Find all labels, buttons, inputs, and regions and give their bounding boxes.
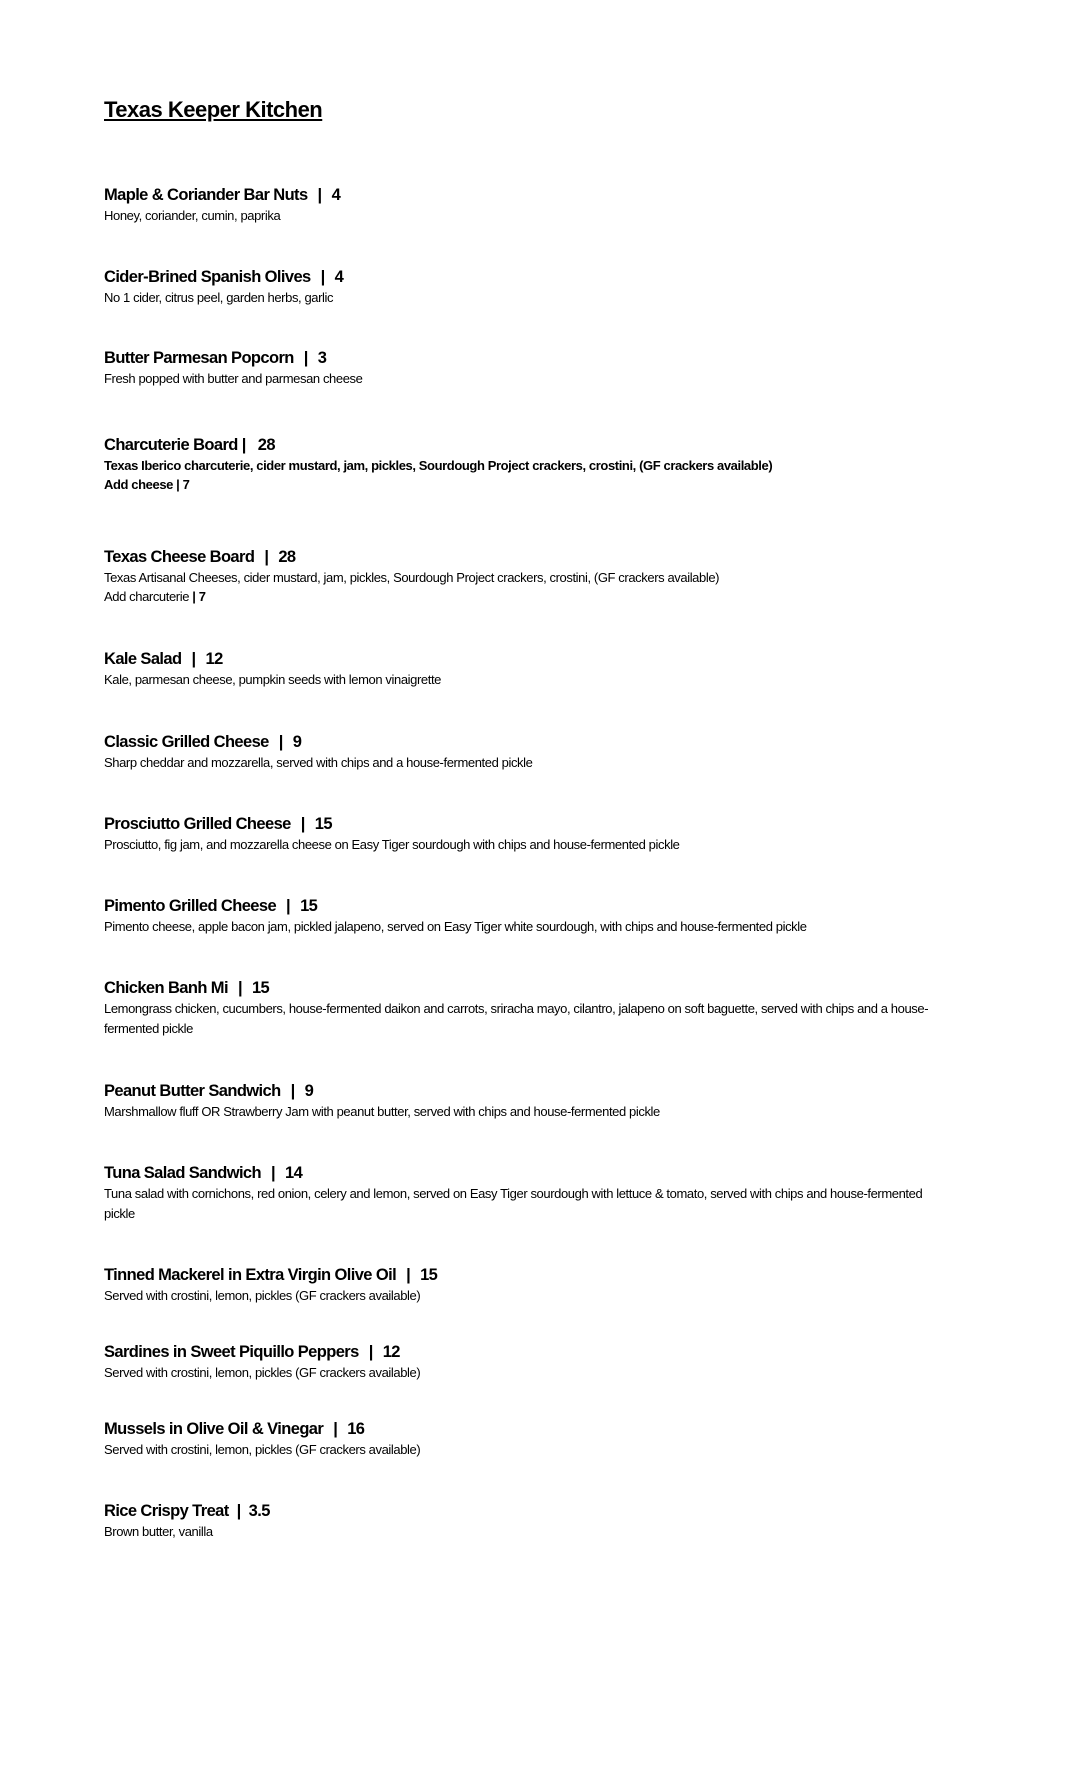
item-description: Lemongrass chicken, cucumbers, house-fermented daikon and carrots, sriracha mayo, cilantro, jalapeno on soft baguette, served with chips and a house-fermented pickle (104, 1001, 929, 1036)
item-separator: | (271, 1164, 276, 1182)
menu-item-chicken-banh-mi (104, 977, 984, 1039)
item-separator: | (368, 1343, 373, 1361)
item-name: Prosciutto Grilled Cheese (104, 815, 291, 833)
menu-item-charcuterie-board (104, 434, 984, 494)
item-addon: Add cheese | 7 (104, 477, 190, 492)
item-heading (104, 1162, 984, 1184)
item-description: Marshmallow fluff OR Strawberry Jam with peanut butter, served with chips and house-fermented pickle (104, 1104, 660, 1119)
item-price: 3.5 (248, 1502, 270, 1520)
menu-item-kale-salad (104, 648, 984, 690)
item-price: 15 (420, 1266, 438, 1284)
item-heading (104, 434, 984, 456)
menu-item-sardines (104, 1341, 984, 1383)
item-heading (104, 347, 984, 369)
item-separator: | (286, 897, 291, 915)
item-description: Served with crostini, lemon, pickles (GF crackers available) (104, 1288, 421, 1303)
item-separator: | (241, 436, 246, 454)
item-heading (104, 1418, 984, 1440)
item-name: Texas Cheese Board (104, 548, 255, 566)
item-description: Prosciutto, fig jam, and mozzarella cheese on Easy Tiger sourdough with chips and house-fermented pickle (104, 837, 680, 852)
item-name: Tinned Mackerel in Extra Virgin Olive Oil (104, 1266, 397, 1284)
item-heading (104, 731, 984, 753)
item-name: Kale Salad (104, 650, 182, 668)
addon-price: | 7 (192, 589, 206, 604)
item-name: Peanut Butter Sandwich (104, 1082, 281, 1100)
item-separator: | (264, 548, 269, 566)
item-description: Sharp cheddar and mozzarella, served with chips and a house-fermented pickle (104, 755, 533, 770)
menu-item-tinned-mackerel (104, 1264, 984, 1306)
menu-item-cheese-board (104, 546, 984, 606)
item-heading (104, 1500, 984, 1522)
item-separator: | (278, 733, 283, 751)
item-price: 15 (314, 815, 332, 833)
item-description: Served with crostini, lemon, pickles (GF crackers available) (104, 1365, 421, 1380)
item-price: 4 (334, 268, 344, 286)
item-heading (104, 266, 984, 288)
item-addon (104, 587, 984, 606)
item-description: Fresh popped with butter and parmesan cheese (104, 371, 363, 386)
item-name: Pimento Grilled Cheese (104, 897, 277, 915)
item-name: Charcuterie Board (104, 436, 238, 454)
item-price: 15 (251, 979, 270, 997)
item-name: Maple & Coriander Bar Nuts (104, 186, 308, 204)
item-separator: | (290, 1082, 295, 1100)
item-name: Cider-Brined Spanish Olives (104, 268, 311, 286)
item-heading (104, 1341, 984, 1363)
addon-label: Add charcuterie (104, 589, 190, 604)
item-heading (104, 977, 984, 999)
menu-item-rice-crispy-treat (104, 1500, 984, 1542)
item-separator: | (333, 1420, 338, 1438)
item-price: 4 (331, 186, 341, 204)
item-description: Tuna salad with cornichons, red onion, celery and lemon, served on Easy Tiger sourdough with lettuce & tomato, served with chips and house-fermented pickle (104, 1186, 923, 1221)
item-heading (104, 184, 984, 206)
menu-title: Texas Keeper Kitchen (104, 97, 323, 122)
item-name: Tuna Salad Sandwich (104, 1164, 261, 1182)
menu-item-popcorn (104, 347, 984, 389)
item-separator: | (406, 1266, 411, 1284)
item-separator: | (317, 186, 322, 204)
item-description: Texas Iberico charcuterie, cider mustard, jam, pickles, Sourdough Project crackers, crostini, (GF crackers available) (104, 458, 773, 473)
item-name: Butter Parmesan Popcorn (104, 349, 294, 367)
item-separator: | (191, 650, 196, 668)
item-separator: | (237, 979, 242, 997)
item-price: 9 (304, 1082, 314, 1100)
item-description: Brown butter, vanilla (104, 1524, 213, 1539)
item-description: Kale, parmesan cheese, pumpkin seeds with lemon vinaigrette (104, 672, 441, 687)
menu-item-prosciutto-grilled-cheese (104, 813, 984, 855)
item-separator: | (303, 349, 308, 367)
item-price: 28 (278, 548, 296, 566)
item-price: 12 (205, 650, 223, 668)
item-name: Chicken Banh Mi (104, 979, 228, 997)
item-heading (104, 1080, 984, 1102)
item-description: Served with crostini, lemon, pickles (GF crackers available) (104, 1442, 421, 1457)
item-price: 28 (257, 436, 275, 454)
item-name: Sardines in Sweet Piquillo Peppers (104, 1343, 359, 1361)
item-price: 15 (300, 897, 318, 915)
item-heading (104, 648, 984, 670)
item-heading (104, 546, 984, 568)
menu-item-classic-grilled-cheese (104, 731, 984, 773)
menu-item-olives (104, 266, 984, 308)
menu-item-peanut-butter-sandwich (104, 1080, 984, 1122)
menu-page (104, 96, 984, 124)
item-heading (104, 1264, 984, 1286)
item-description: Pimento cheese, apple bacon jam, pickled jalapeno, served on Easy Tiger white sourdough, with chips and house-fermented pickle (104, 919, 807, 934)
item-price: 16 (347, 1420, 365, 1438)
item-name: Classic Grilled Cheese (104, 733, 269, 751)
item-heading (104, 813, 984, 835)
item-price: 12 (382, 1343, 400, 1361)
item-description: No 1 cider, citrus peel, garden herbs, garlic (104, 290, 334, 305)
menu-item-bar-nuts (104, 184, 984, 226)
menu-item-tuna-salad-sandwich (104, 1162, 984, 1224)
item-description: Texas Artisanal Cheeses, cider mustard, jam, pickles, Sourdough Project crackers, crostini, (GF crackers available) (104, 570, 720, 585)
item-separator: | (300, 815, 305, 833)
item-separator: | (236, 1502, 241, 1520)
menu-item-pimento-grilled-cheese (104, 895, 984, 937)
item-name: Mussels in Olive Oil & Vinegar (104, 1420, 324, 1438)
item-price: 14 (285, 1164, 303, 1182)
item-heading (104, 895, 984, 917)
item-separator: | (320, 268, 325, 286)
menu-item-mussels (104, 1418, 984, 1460)
item-name: Rice Crispy Treat (104, 1502, 229, 1520)
item-description: Honey, coriander, cumin, paprika (104, 208, 281, 223)
item-price: 3 (317, 349, 327, 367)
item-price: 9 (292, 733, 302, 751)
